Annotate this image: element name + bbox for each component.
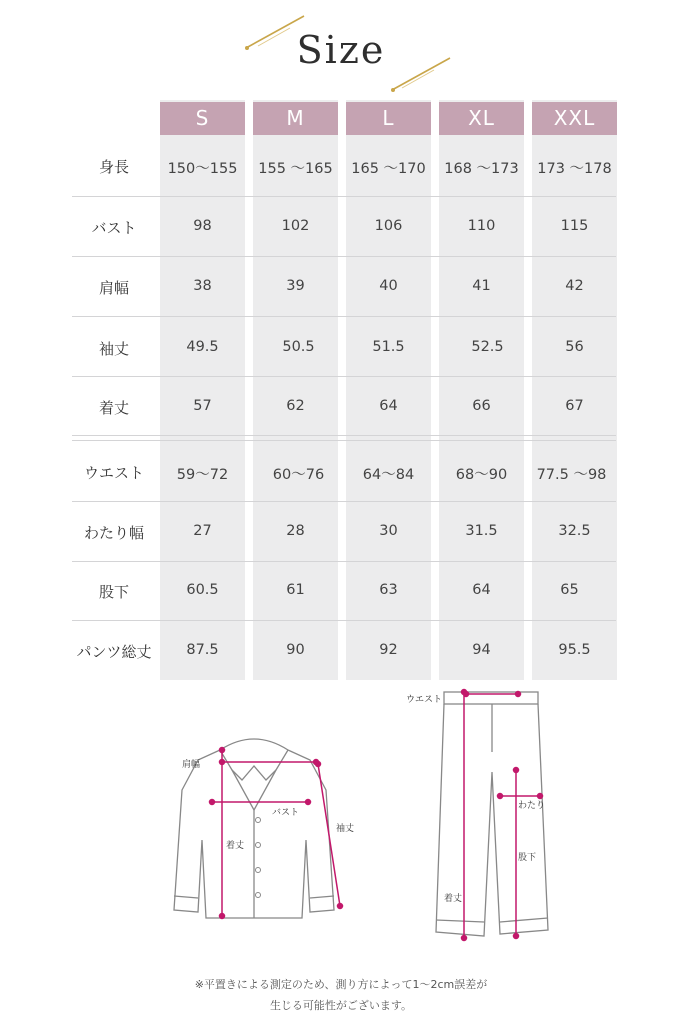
table-cell: 28 [286, 523, 305, 539]
row-divider [72, 316, 616, 317]
pants-measurement-diagram [400, 682, 560, 952]
table-cell: 60.5 [186, 582, 219, 598]
row-label-waist: ウエスト [83, 464, 144, 482]
size-header-s: S [160, 102, 245, 135]
footnote [0, 974, 682, 1016]
table-cell: 87.5 [186, 642, 219, 658]
table-cell: 59～72 [176, 467, 229, 483]
table-cell: 90 [286, 642, 305, 658]
diagram-label-sleeve: 袖丈 [336, 824, 355, 834]
gold-sparkle-bottom-decoration [388, 54, 458, 94]
table-cell: 38 [193, 278, 212, 294]
diagram-label-shoulder: 肩幅 [182, 760, 201, 770]
table-cell: 27 [193, 523, 212, 539]
table-cell: 49.5 [186, 339, 219, 355]
table-cell: 56 [565, 339, 584, 355]
table-cell: 110 [467, 218, 496, 234]
row-divider [72, 376, 616, 377]
table-cell: 52.5 [471, 339, 504, 355]
table-cell: 94 [472, 642, 491, 658]
table-cell: 57 [193, 398, 212, 414]
table-cell: 165 ～170 [351, 161, 426, 177]
section-divider [72, 435, 616, 436]
gold-sparkle-top-decoration [240, 12, 310, 52]
table-cell: 61 [286, 582, 305, 598]
diagram-label-inseam: 股下 [518, 853, 537, 863]
table-cell: 31.5 [465, 523, 498, 539]
table-cell: 173 ～178 [537, 161, 612, 177]
footnote-line-1: ※平置きによる測定のため、測り方によって1～2cm誤差が [194, 978, 488, 991]
table-cell: 50.5 [282, 339, 315, 355]
row-label-shoulder: 肩幅 [98, 279, 129, 297]
table-cell: 64 [472, 582, 491, 598]
shirt-measurement-diagram [160, 720, 370, 930]
row-label-length: 着丈 [98, 399, 129, 417]
row-label-pants-length: パンツ総丈 [76, 643, 152, 661]
table-cell: 64 [379, 398, 398, 414]
footnote-line-2: 生じる可能性がございます。 [269, 999, 413, 1012]
row-label-thigh: わたり幅 [83, 524, 144, 542]
table-cell: 115 [560, 218, 589, 234]
row-divider [72, 196, 616, 197]
table-cell: 155 ～165 [258, 161, 333, 177]
diagram-label-pants-length: 着丈 [444, 894, 463, 904]
row-label-sleeve: 袖丈 [98, 340, 129, 358]
table-cell: 66 [472, 398, 491, 414]
table-cell: 95.5 [558, 642, 591, 658]
table-cell: 39 [286, 278, 305, 294]
table-cell: 60～76 [272, 467, 325, 483]
row-divider [72, 620, 616, 621]
row-divider [72, 256, 616, 257]
table-cell: 65 [560, 582, 579, 598]
size-header-xxl: XXL [532, 102, 617, 135]
table-cell: 150～155 [167, 161, 238, 177]
page-title: Size [296, 28, 386, 72]
section-divider [72, 440, 616, 441]
table-cell: 106 [374, 218, 403, 234]
row-divider [72, 501, 616, 502]
table-cell: 41 [472, 278, 491, 294]
row-label-inseam: 股下 [98, 583, 129, 601]
table-cell: 68～90 [455, 467, 508, 483]
row-label-bust: バスト [91, 219, 137, 237]
table-cell: 168 ～173 [444, 161, 519, 177]
diagram-label-thigh: わたり [518, 801, 546, 811]
table-cell: 63 [379, 582, 398, 598]
size-header-l: L [346, 102, 431, 135]
diagram-label-bust: バスト [272, 808, 300, 818]
table-cell: 102 [281, 218, 310, 234]
size-header-xl: XL [439, 102, 524, 135]
table-cell: 30 [379, 523, 398, 539]
table-cell: 67 [565, 398, 584, 414]
table-cell: 62 [286, 398, 305, 414]
diagram-label-waist: ウエスト [406, 695, 443, 705]
table-cell: 64～84 [362, 467, 415, 483]
table-cell: 77.5 ～98 [536, 467, 607, 483]
diagram-label-length: 着丈 [226, 841, 245, 851]
table-cell: 51.5 [372, 339, 405, 355]
row-label-height: 身長 [98, 158, 129, 176]
row-divider [72, 561, 616, 562]
table-cell: 92 [379, 642, 398, 658]
size-header-m: M [253, 102, 338, 135]
table-cell: 40 [379, 278, 398, 294]
table-cell: 98 [193, 218, 212, 234]
table-cell: 32.5 [558, 523, 591, 539]
table-cell: 42 [565, 278, 584, 294]
